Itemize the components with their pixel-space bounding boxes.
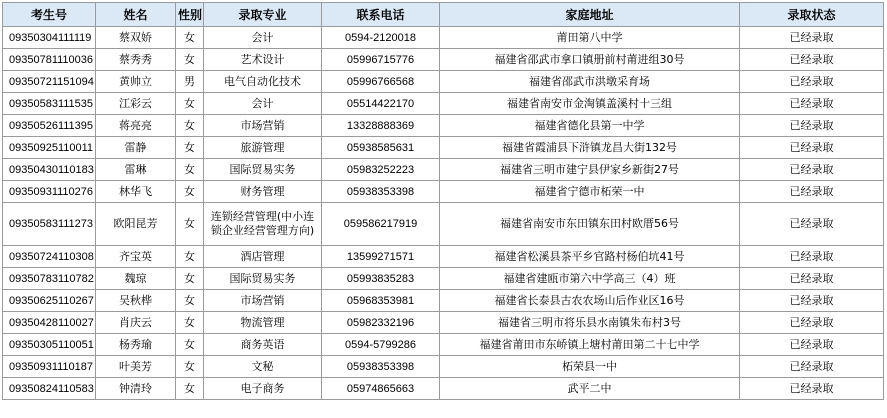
table-row — [3, 334, 884, 356]
phone-cell: 05982332196 — [322, 312, 440, 334]
header-status: 录取状态 — [740, 3, 884, 27]
major-cell: 连锁经营管理(中小连锁企业经营管理方向) — [204, 203, 322, 246]
address-cell: 福建省邵武市拿口镇册前村莆进组30号 — [440, 49, 740, 71]
gender-cell: 女 — [176, 246, 204, 268]
table-row — [3, 290, 884, 312]
address-cell: 武平二中 — [440, 378, 740, 400]
gender-cell: 女 — [176, 334, 204, 356]
phone-cell: 0594-5799286 — [322, 334, 440, 356]
exam-id-cell: 09350625110267 — [3, 290, 96, 312]
exam-id-cell: 09350724110308 — [3, 246, 96, 268]
address-cell: 福建省长泰县古农农场山后作业区16号 — [440, 290, 740, 312]
header-exam-id: 考生号 — [3, 3, 96, 27]
gender-cell: 女 — [176, 181, 204, 203]
major-cell: 会计 — [204, 27, 322, 49]
exam-id-cell: 09350583111535 — [3, 93, 96, 115]
name-cell: 雷静 — [96, 137, 176, 159]
address-cell: 柘荣县一中 — [440, 356, 740, 378]
major-cell: 会计 — [204, 93, 322, 115]
phone-cell: 05993835283 — [322, 268, 440, 290]
name-cell: 蔡秀秀 — [96, 49, 176, 71]
major-cell: 电子商务 — [204, 378, 322, 400]
status-cell: 已经录取 — [740, 49, 884, 71]
major-cell: 市场营销 — [204, 290, 322, 312]
name-cell: 雷琳 — [96, 159, 176, 181]
major-cell: 酒店管理 — [204, 246, 322, 268]
table-row — [3, 203, 884, 246]
table-row — [3, 49, 884, 71]
address-cell: 福建省宁德市柘荣一中 — [440, 181, 740, 203]
gender-cell: 女 — [176, 203, 204, 246]
phone-cell: 05968353981 — [322, 290, 440, 312]
table-row — [3, 356, 884, 378]
table-header — [3, 3, 884, 27]
name-cell: 欧阳昆芳 — [96, 203, 176, 246]
name-cell: 吴秋桦 — [96, 290, 176, 312]
status-cell: 已经录取 — [740, 159, 884, 181]
gender-cell: 女 — [176, 93, 204, 115]
table-row — [3, 115, 884, 137]
exam-id-cell: 09350305110051 — [3, 334, 96, 356]
address-cell: 福建省霞浦县下浒镇龙昌大街132号 — [440, 137, 740, 159]
header-gender: 性别 — [176, 3, 204, 27]
phone-cell: 05938353398 — [322, 356, 440, 378]
exam-id-cell: 09350931110276 — [3, 181, 96, 203]
status-cell: 已经录取 — [740, 93, 884, 115]
name-cell: 魏琼 — [96, 268, 176, 290]
status-cell: 已经录取 — [740, 312, 884, 334]
address-cell: 福建省莆田市东峤镇上塘村莆田第二十七中学 — [440, 334, 740, 356]
phone-cell: 05996766568 — [322, 71, 440, 93]
name-cell: 叶美芳 — [96, 356, 176, 378]
phone-cell: 13328888369 — [322, 115, 440, 137]
status-cell: 已经录取 — [740, 246, 884, 268]
exam-id-cell: 09350304111119 — [3, 27, 96, 49]
header-phone: 联系电话 — [322, 3, 440, 27]
exam-id-cell: 09350781110036 — [3, 49, 96, 71]
status-cell: 已经录取 — [740, 268, 884, 290]
major-cell: 财务管理 — [204, 181, 322, 203]
exam-id-cell: 09350583111273 — [3, 203, 96, 246]
table-row — [3, 312, 884, 334]
phone-cell: 13599271571 — [322, 246, 440, 268]
gender-cell: 女 — [176, 115, 204, 137]
table-row — [3, 268, 884, 290]
exam-id-cell: 09350721151094 — [3, 71, 96, 93]
status-cell: 已经录取 — [740, 290, 884, 312]
table-row — [3, 93, 884, 115]
address-cell: 福建省建瓯市第六中学高三（4）班 — [440, 268, 740, 290]
address-cell: 福建省三明市将乐县水南镇朱布村3号 — [440, 312, 740, 334]
major-cell: 文秘 — [204, 356, 322, 378]
phone-cell: 05938585631 — [322, 137, 440, 159]
status-cell: 已经录取 — [740, 71, 884, 93]
name-cell: 杨秀瑜 — [96, 334, 176, 356]
header-major: 录取专业 — [204, 3, 322, 27]
name-cell: 钟清玲 — [96, 378, 176, 400]
status-cell: 已经录取 — [740, 181, 884, 203]
gender-cell: 女 — [176, 290, 204, 312]
gender-cell: 女 — [176, 268, 204, 290]
address-cell: 福建省南安市东田镇东田村欧厝56号 — [440, 203, 740, 246]
name-cell: 江彩云 — [96, 93, 176, 115]
phone-cell: 0594-2120018 — [322, 27, 440, 49]
phone-cell: 05996715776 — [322, 49, 440, 71]
gender-cell: 女 — [176, 378, 204, 400]
status-cell: 已经录取 — [740, 137, 884, 159]
major-cell: 市场营销 — [204, 115, 322, 137]
address-cell: 福建省南安市金淘镇盖溪村十三组 — [440, 93, 740, 115]
gender-cell: 女 — [176, 312, 204, 334]
status-cell: 已经录取 — [740, 378, 884, 400]
admission-table — [2, 2, 884, 400]
name-cell: 黄帅立 — [96, 71, 176, 93]
header-row — [3, 3, 884, 27]
phone-cell: 05514422170 — [322, 93, 440, 115]
name-cell: 蔡双娇 — [96, 27, 176, 49]
gender-cell: 女 — [176, 27, 204, 49]
major-cell: 旅游管理 — [204, 137, 322, 159]
major-cell: 国际贸易实务 — [204, 159, 322, 181]
major-cell: 艺术设计 — [204, 49, 322, 71]
table-row — [3, 181, 884, 203]
table-body — [3, 27, 884, 400]
exam-id-cell: 09350428110027 — [3, 312, 96, 334]
table-row — [3, 159, 884, 181]
table-row — [3, 71, 884, 93]
address-cell: 福建省三明市建宁县伊家乡新街27号 — [440, 159, 740, 181]
status-cell: 已经录取 — [740, 334, 884, 356]
table-row — [3, 378, 884, 400]
table-row — [3, 246, 884, 268]
name-cell: 肖庆云 — [96, 312, 176, 334]
status-cell: 已经录取 — [740, 115, 884, 137]
phone-cell: 05983252223 — [322, 159, 440, 181]
phone-cell: 059586217919 — [322, 203, 440, 246]
gender-cell: 女 — [176, 159, 204, 181]
major-cell: 商务英语 — [204, 334, 322, 356]
gender-cell: 女 — [176, 356, 204, 378]
address-cell: 福建省松溪县茶平乡官路村杨伯坑41号 — [440, 246, 740, 268]
phone-cell: 05938353398 — [322, 181, 440, 203]
gender-cell: 男 — [176, 71, 204, 93]
status-cell: 已经录取 — [740, 203, 884, 246]
name-cell: 蒋亮亮 — [96, 115, 176, 137]
exam-id-cell: 09350430110183 — [3, 159, 96, 181]
phone-cell: 05974865663 — [322, 378, 440, 400]
exam-id-cell: 09350931110187 — [3, 356, 96, 378]
address-cell: 福建省邵武市洪墩采育场 — [440, 71, 740, 93]
status-cell: 已经录取 — [740, 356, 884, 378]
exam-id-cell: 09350526111395 — [3, 115, 96, 137]
gender-cell: 女 — [176, 49, 204, 71]
name-cell: 林华飞 — [96, 181, 176, 203]
major-cell: 国际贸易实务 — [204, 268, 322, 290]
table-row — [3, 27, 884, 49]
header-name: 姓名 — [96, 3, 176, 27]
header-address: 家庭地址 — [440, 3, 740, 27]
exam-id-cell: 09350925110011 — [3, 137, 96, 159]
address-cell: 莆田第八中学 — [440, 27, 740, 49]
exam-id-cell: 09350824110583 — [3, 378, 96, 400]
status-cell: 已经录取 — [740, 27, 884, 49]
major-cell: 电气自动化技术 — [204, 71, 322, 93]
exam-id-cell: 09350783110782 — [3, 268, 96, 290]
name-cell: 齐宝英 — [96, 246, 176, 268]
gender-cell: 女 — [176, 137, 204, 159]
address-cell: 福建省德化县第一中学 — [440, 115, 740, 137]
table-row — [3, 137, 884, 159]
major-cell: 物流管理 — [204, 312, 322, 334]
